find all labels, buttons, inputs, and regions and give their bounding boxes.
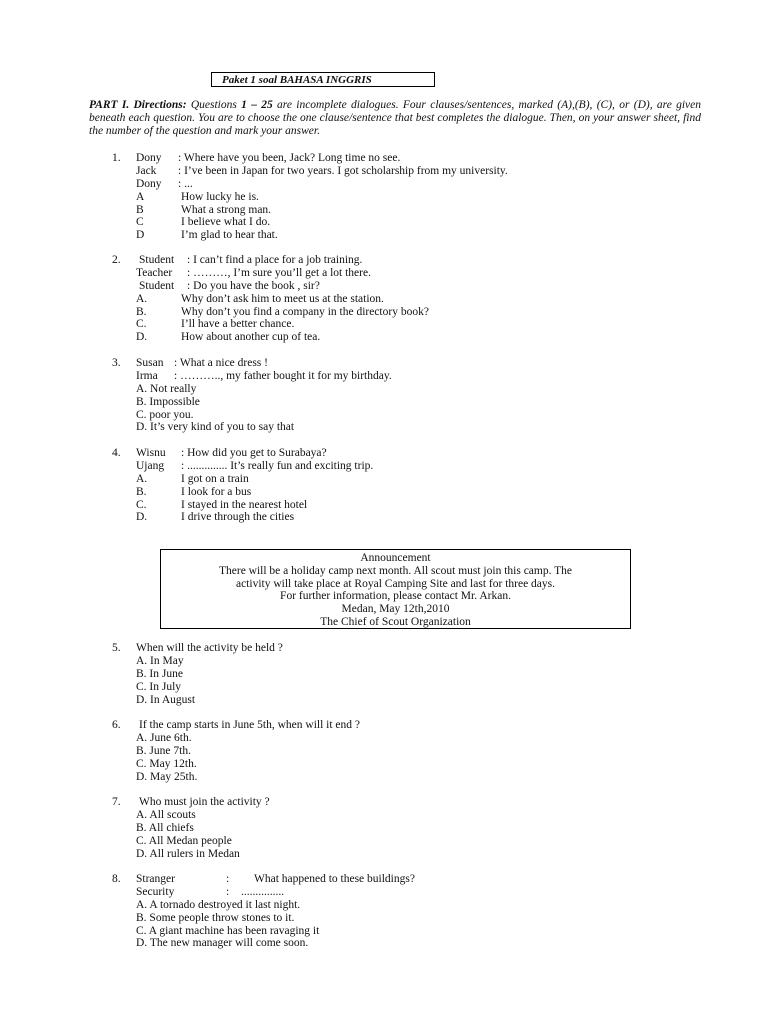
option-letter: A xyxy=(136,190,145,203)
option-letter: B. xyxy=(136,305,147,318)
answer-option[interactable]: How lucky he is. xyxy=(181,190,259,203)
answer-option[interactable]: C. A giant machine has been ravaging it xyxy=(136,924,320,937)
dialogue-line: : ... xyxy=(178,177,193,190)
directions-text-a: Questions xyxy=(186,99,242,111)
answer-option[interactable]: A. All scouts xyxy=(136,808,196,821)
speaker: Dony xyxy=(136,177,162,190)
speaker: Irma xyxy=(136,369,158,382)
answer-option[interactable]: B. Some people throw stones to it. xyxy=(136,911,295,924)
speaker: Student xyxy=(139,254,175,266)
directions-paragraph xyxy=(89,99,701,137)
dialogue-line: : ……….., my father bought it for my birthday. xyxy=(174,369,392,382)
option-letter: C. xyxy=(136,498,147,511)
speaker: Stranger xyxy=(136,873,175,885)
speaker: Susan xyxy=(136,357,164,369)
answer-option[interactable]: I stayed in the nearest hotel xyxy=(181,498,308,511)
answer-option[interactable]: D. It’s very kind of you to say that xyxy=(136,421,295,434)
option-letter: D xyxy=(136,229,145,242)
question-2 xyxy=(112,254,672,344)
answer-option[interactable]: D. May 25th. xyxy=(136,770,198,783)
answer-option[interactable]: C. May 12th. xyxy=(136,757,197,770)
answer-option[interactable]: B. In June xyxy=(136,667,183,680)
option-letter: A. xyxy=(136,292,148,305)
question-number: 8. xyxy=(112,873,121,885)
answer-option[interactable]: D. All rulers in Medan xyxy=(136,847,240,860)
dialogue-line: : .............. It’s really fun and exciting trip. xyxy=(181,459,374,472)
question-number: 6. xyxy=(112,719,121,731)
answer-option[interactable]: D. The new manager will come soon. xyxy=(136,937,309,950)
question-5 xyxy=(112,642,672,706)
announcement-line: For further information, please contact Mr. Arkan. xyxy=(280,590,511,603)
answer-option[interactable]: What a strong man. xyxy=(181,203,272,216)
answer-option[interactable]: I’m glad to hear that. xyxy=(181,229,278,242)
answer-option[interactable]: How about another cup of tea. xyxy=(181,331,321,344)
option-letter: A. xyxy=(136,472,148,485)
dialogue-line: : Where have you been, Jack? Long time no see. xyxy=(178,152,401,164)
dialogue-line: ............... xyxy=(241,885,285,898)
announcement-signature: The Chief of Scout Organization xyxy=(320,615,471,628)
speaker: Wisnu xyxy=(136,447,166,459)
question-4 xyxy=(112,447,672,524)
dialogue-line: : How did you get to Surabaya? xyxy=(181,447,327,459)
question-6 xyxy=(112,719,672,783)
option-letter: C. xyxy=(136,318,147,331)
question-number: 3. xyxy=(112,357,121,369)
dialogue-line: : I can’t find a place for a job training. xyxy=(187,254,363,266)
question-number: 5. xyxy=(112,642,121,654)
question-3 xyxy=(112,357,672,434)
announcement-date: Medan, May 12th,2010 xyxy=(341,603,450,616)
answer-option[interactable]: I got on a train xyxy=(181,472,249,485)
questions-range: 1 – 25 xyxy=(241,99,273,111)
answer-option[interactable]: Why don’t you find a company in the directory book? xyxy=(181,305,429,318)
speaker: Student xyxy=(139,279,175,292)
answer-option[interactable]: A. A tornado destroyed it last night. xyxy=(136,898,301,911)
answer-option[interactable]: A. Not really xyxy=(136,382,197,395)
speaker: Ujang xyxy=(136,459,165,472)
question-7 xyxy=(112,796,672,860)
answer-option[interactable]: I look for a bus xyxy=(181,485,252,498)
page-title: Paket 1 soal BAHASA INGGRIS xyxy=(211,72,435,87)
separator: : xyxy=(226,885,230,898)
speaker: Security xyxy=(136,885,175,898)
question-text: When will the activity be held ? xyxy=(136,642,283,654)
option-letter: D. xyxy=(136,511,148,524)
announcement-box xyxy=(160,549,631,629)
speaker: Jack xyxy=(136,164,157,177)
answer-option[interactable]: I drive through the cities xyxy=(181,511,295,524)
announcement-line: activity will take place at Royal Camping Site and last for three days. xyxy=(235,577,556,590)
answer-option[interactable]: C. In July xyxy=(136,680,182,693)
dialogue-line: : Do you have the book , sir? xyxy=(187,279,320,292)
option-letter: C xyxy=(136,216,144,229)
answer-option[interactable]: Why don’t ask him to meet us at the station. xyxy=(181,292,384,305)
dialogue-line: What happened to these buildings? xyxy=(254,873,415,885)
speaker: Dony xyxy=(136,152,162,164)
dialogue-line: : What a nice dress ! xyxy=(174,357,268,369)
directions-label: PART I. Directions: xyxy=(89,99,187,111)
answer-option[interactable]: B. Impossible xyxy=(136,395,200,408)
answer-option[interactable]: I’ll have a better chance. xyxy=(181,318,295,331)
question-text: If the camp starts in June 5th, when will it end ? xyxy=(139,719,361,731)
answer-option[interactable]: D. In August xyxy=(136,693,196,706)
question-8 xyxy=(112,873,672,950)
question-number: 1. xyxy=(112,152,121,164)
answer-option[interactable]: A. June 6th. xyxy=(136,731,192,744)
answer-option[interactable]: C. All Medan people xyxy=(136,834,232,847)
speaker: Teacher xyxy=(136,266,173,279)
question-text: Who must join the activity ? xyxy=(139,796,270,808)
question-number: 2. xyxy=(112,254,121,266)
option-letter: B xyxy=(136,203,144,216)
answer-option[interactable]: I believe what I do. xyxy=(181,216,271,229)
question-number: 4. xyxy=(112,447,121,459)
announcement-line: There will be a holiday camp next month. All scout must join this camp. The xyxy=(218,564,573,577)
question-1 xyxy=(112,152,672,242)
answer-option[interactable]: B. All chiefs xyxy=(136,821,194,834)
separator: : xyxy=(226,873,230,885)
dialogue-line: : ………, I’m sure you’ll get a lot there. xyxy=(187,266,371,279)
option-letter: B. xyxy=(136,485,147,498)
dialogue-line: : I’ve been in Japan for two years. I got scholarship from my university. xyxy=(178,164,508,177)
directions-text-b: are incomplete dialogues. Four clauses/sentences, marked (A),(B), (C), or (D), are given beneath each question. You are to choose the one clause/sentence that best completes the dialogue. Then, on your answer sheet, find the number of the question and mark your answer. xyxy=(89,99,702,137)
option-letter: D. xyxy=(136,331,148,344)
announcement-heading: Announcement xyxy=(360,552,431,564)
answer-option[interactable]: C. poor you. xyxy=(136,408,194,421)
answer-option[interactable]: B. June 7th. xyxy=(136,744,191,757)
question-number: 7. xyxy=(112,796,121,808)
answer-option[interactable]: A. In May xyxy=(136,654,184,667)
